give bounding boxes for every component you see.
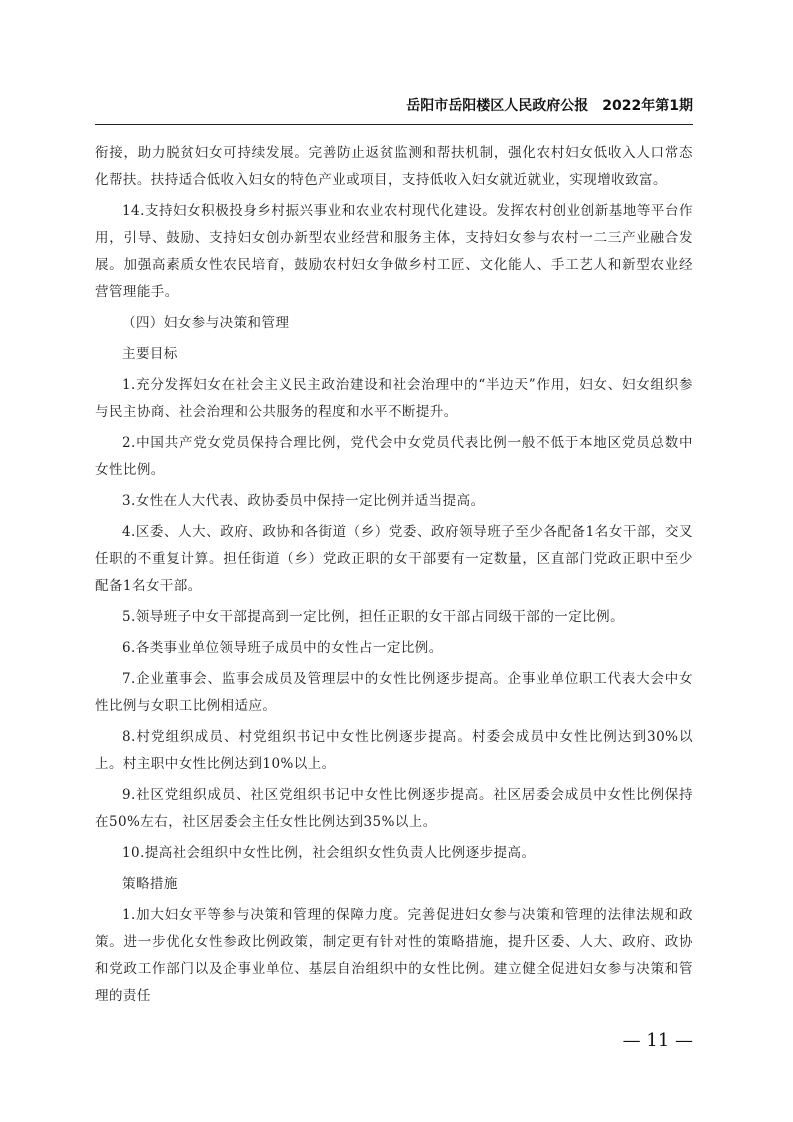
header-divider [95,124,693,125]
goal-item-4: 4.区委、人大、政府、政协和各街道（乡）党委、政府领导班子至少各配备1名女干部，交叉任职的不重复计算。担任街道（乡）党政正职的女干部要有一定数量，区直部门党政正职中至少配备1名女干部。 [95,524,693,594]
page-number: — 11 — [622,1030,693,1051]
goal-item-3: 3.女性在人大代表、政协委员中保持一定比例并适当提高。 [122,493,485,509]
goal-item-1: 1.充分发挥妇女在社会主义民主政治建设和社会治理中的“半边天”作用，妇女、妇女组织参与民主协商、社会治理和公共服务的程度和水平不断提升。 [95,377,693,420]
goal-item-9: 9.社区党组织成员、社区党组织书记中女性比例逐步提高。社区居委会成员中女性比例保持在50%左右，社区居委会主任女性比例达到35%以上。 [95,787,693,830]
body-text [95,140,693,1014]
goal-item-2: 2.中国共产党女党员保持合理比例，党代会中女党员代表比例一般不低于本地区党员总数中女性比例。 [95,435,693,478]
goal-item-5: 5.领导班子中女干部提高到一定比例，担任正职的女干部占同级干部的一定比例。 [122,609,625,625]
subheading-main-goals: 主要目标 [122,346,178,362]
goal-item-8: 8.村党组织成员、村党组织书记中女性比例逐步提高。村委会成员中女性比例达到30%以上。村主职中女性比例达到10%以上。 [95,729,693,772]
goal-item-6: 6.各类事业单位领导班子成员中的女性占一定比例。 [122,640,443,656]
section-heading-4: （四）妇女参与决策和管理 [122,315,290,331]
goal-item-7: 7.企业董事会、监事会成员及管理层中的女性比例逐步提高。企事业单位职工代表大会中女性比例与女职工比例相适应。 [95,671,693,714]
subheading-strategies: 策略措施 [122,876,178,892]
strategy-item-1: 1.加大妇女平等参与决策和管理的保障力度。完善促进妇女参与决策和管理的法律法规和政策。进一步优化女性参政比例政策，制定更有针对性的策略措施，提升区委、人大、政府、政协和党政工作部门以及企事业单位、基层自治组织中的女性比例。建立健全促进妇女参与决策和管理的责任 [95,907,693,1004]
goal-item-10: 10.提高社会组织中女性比例，社会组织女性负责人比例逐步提高。 [122,845,536,861]
header-title: 岳阳市岳阳楼区人民政府公报 2022年第1期 [406,98,693,114]
paragraph-item-14: 14.支持妇女积极投身乡村振兴事业和农业农村现代化建设。发挥农村创业创新基地等平台作用，引导、鼓励、支持妇女创办新型农业经营和服务主体，支持妇女参与农村一二三产业融合发展。加强高素质女性农民培育，鼓励农村妇女争做乡村工匠、文化能人、手工艺人和新型农业经营管理能手。 [95,203,693,300]
paragraph-continued: 衔接，助力脱贫妇女可持续发展。完善防止返贫监测和帮扶机制，强化农村妇女低收入人口常态化帮扶。扶持适合低收入妇女的特色产业或项目，支持低收入妇女就近就业，实现增收致富。 [95,145,693,188]
